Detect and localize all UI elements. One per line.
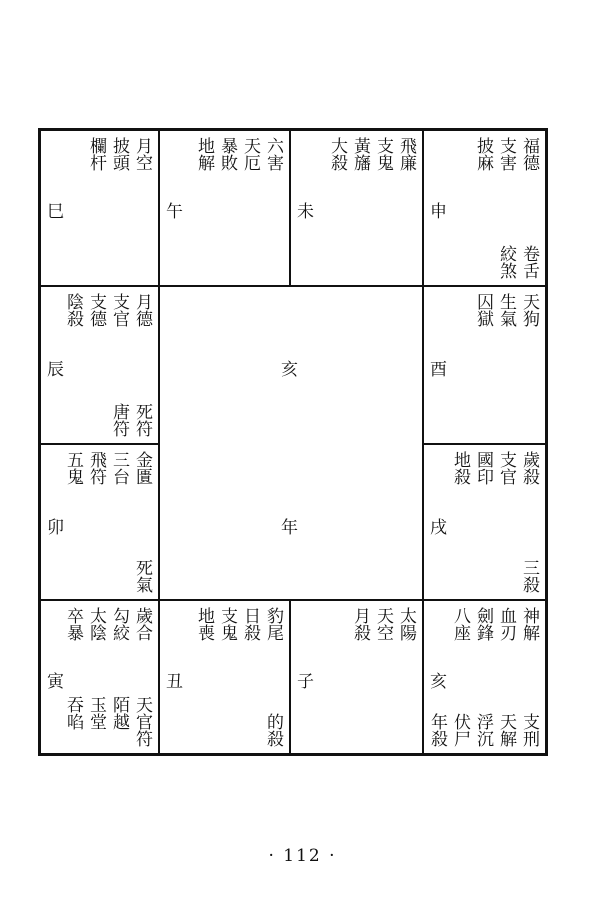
branch-label: 子	[297, 672, 314, 692]
star-label: 浮沉	[473, 713, 493, 747]
center-label-top: 亥	[281, 360, 298, 380]
star-label: 月空	[132, 137, 152, 171]
branch-label: 辰	[47, 360, 64, 380]
cell-shen-bottom	[496, 245, 539, 279]
star-label: 的殺	[263, 713, 283, 747]
star-label: 大殺	[327, 137, 347, 171]
star-label: 唐符	[109, 403, 129, 437]
cell-chen	[41, 287, 158, 443]
cell-mao-bottom	[132, 559, 152, 593]
cell-zi	[291, 601, 422, 753]
star-label: 披頭	[109, 137, 129, 171]
cell-wu-top	[194, 137, 283, 171]
star-label: 血刃	[496, 607, 516, 641]
star-label: 吞啗	[63, 696, 83, 730]
cell-you-top	[473, 293, 539, 327]
star-label: 支鬼	[373, 137, 393, 171]
star-label: 天厄	[240, 137, 260, 171]
star-label: 月殺	[350, 607, 370, 641]
star-label: 卒暴	[63, 607, 83, 641]
star-label: 福德	[519, 137, 539, 171]
star-label: 豹尾	[263, 607, 283, 641]
star-label: 太陽	[396, 607, 416, 641]
cell-chen-top	[63, 293, 152, 327]
branch-label: 戌	[430, 518, 447, 538]
star-label: 支刑	[519, 713, 539, 747]
center-label-bottom: 年	[281, 518, 298, 538]
star-label: 欄杆	[86, 137, 106, 171]
star-label: 囚獄	[473, 293, 493, 327]
cell-si	[41, 131, 158, 285]
star-label: 金匱	[132, 451, 152, 485]
star-label: 陌越	[109, 696, 129, 730]
branch-label: 未	[297, 202, 314, 222]
star-label: 歲合	[132, 607, 152, 641]
cell-xu-top	[450, 451, 539, 485]
star-label: 死符	[132, 403, 152, 437]
star-label: 國印	[473, 451, 493, 485]
branch-label: 卯	[47, 518, 64, 538]
star-label: 伏尸	[450, 713, 470, 747]
branch-label: 午	[166, 202, 183, 222]
star-label: 八座	[450, 607, 470, 641]
cell-you	[424, 287, 545, 443]
star-label: 地殺	[450, 451, 470, 485]
cell-xu-bottom	[519, 559, 539, 593]
cell-zi-top	[350, 607, 416, 641]
star-label: 五鬼	[63, 451, 83, 485]
star-label: 年殺	[427, 713, 447, 747]
star-label: 天官符	[132, 696, 152, 747]
star-label: 三台	[109, 451, 129, 485]
cell-hai-top	[450, 607, 539, 641]
star-label: 三殺	[519, 559, 539, 593]
cell-chou-top	[194, 607, 283, 641]
branch-label: 亥	[430, 672, 447, 692]
cell-chou-bottom	[263, 713, 283, 747]
branch-label: 申	[430, 202, 447, 222]
star-label: 陰殺	[63, 293, 83, 327]
cell-shen	[424, 131, 545, 285]
star-label: 死氣	[132, 559, 152, 593]
star-label: 地解	[194, 137, 214, 171]
star-label: 支鬼	[217, 607, 237, 641]
star-label: 支害	[496, 137, 516, 171]
cell-wei-top	[327, 137, 416, 171]
cell-mao	[41, 445, 158, 599]
star-label: 勾絞	[109, 607, 129, 641]
star-label: 支官	[109, 293, 129, 327]
cell-wei	[291, 131, 422, 285]
cell-hai-bottom	[427, 713, 539, 747]
star-label: 歲殺	[519, 451, 539, 485]
chart-grid	[38, 128, 548, 756]
branch-label: 巳	[47, 202, 64, 222]
branch-label: 丑	[166, 672, 183, 692]
star-label: 月德	[132, 293, 152, 327]
star-label: 披麻	[473, 137, 493, 171]
branch-label: 酉	[430, 360, 447, 380]
star-label: 日殺	[240, 607, 260, 641]
cell-chou	[160, 601, 289, 753]
star-label: 卷舌	[519, 245, 539, 279]
star-label: 地喪	[194, 607, 214, 641]
cell-yin-top	[63, 607, 152, 641]
star-label: 支官	[496, 451, 516, 485]
star-label: 天狗	[519, 293, 539, 327]
branch-label: 寅	[47, 672, 64, 692]
cell-shen-top	[473, 137, 539, 171]
star-label: 太陰	[86, 607, 106, 641]
star-label: 生氣	[496, 293, 516, 327]
page-number: · 112 ·	[268, 846, 337, 866]
cell-mao-top	[63, 451, 152, 485]
star-label: 支德	[86, 293, 106, 327]
cell-yin	[41, 601, 158, 753]
star-label: 六害	[263, 137, 283, 171]
star-label: 玉堂	[86, 696, 106, 730]
star-label: 天解	[496, 713, 516, 747]
cell-xu	[424, 445, 545, 599]
cell-chen-bottom	[109, 403, 152, 437]
star-label: 神解	[519, 607, 539, 641]
star-label: 黃旛	[350, 137, 370, 171]
star-label: 飛符	[86, 451, 106, 485]
cell-si-top	[86, 137, 152, 171]
cell-wu	[160, 131, 289, 285]
cell-yin-bottom	[63, 696, 152, 747]
cell-hai	[424, 601, 545, 753]
star-label: 天空	[373, 607, 393, 641]
star-label: 暴敗	[217, 137, 237, 171]
star-label: 絞煞	[496, 245, 516, 279]
star-label: 劍鋒	[473, 607, 493, 641]
star-label: 飛廉	[396, 137, 416, 171]
